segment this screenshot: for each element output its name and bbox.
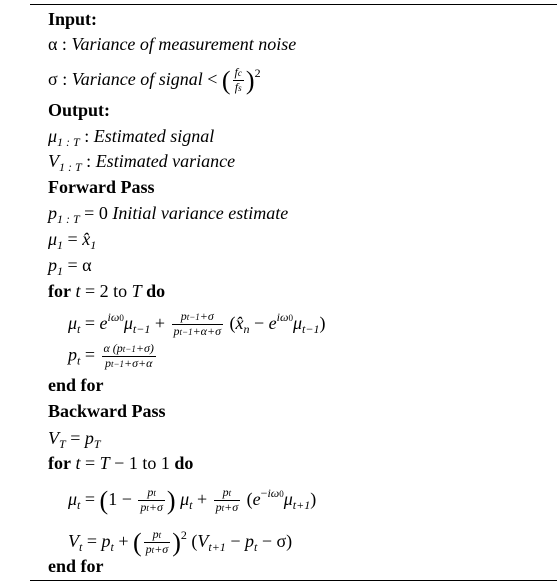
backward-pass-label: Backward Pass	[48, 401, 166, 421]
for-forward-line: for t = 2 to T do	[48, 281, 166, 301]
p-init-line: $p_{1 : T} = 0$ Initial variance estimate	[48, 203, 289, 226]
v-definition: $V_{1 : T}$ : Estimated variance	[48, 151, 236, 174]
p-t-update: $p_t$ = $\frac{\alpha (pt-1+\sigma)}{pt-1+\sigma+\alpha}$	[68, 341, 154, 370]
mu1-line: $\mu_1$ = $x̂_1$	[48, 229, 97, 252]
fc-fs-fraction: $\frac{fc}{fs}$	[234, 65, 242, 95]
p1-line: $p_1 = \alpha$	[48, 255, 92, 278]
output-label: Output:	[48, 100, 111, 120]
forward-pass-label: Forward Pass	[48, 177, 155, 197]
mu-t-update: $\mu_t = e^{i\omega 0}\mu_{t-1}$ + $\frac{pt-1+\sigma}{pt-1+\alpha+\sigma}$ $(x̂_n - e^{i\omega 0}\mu_{t-1})$	[68, 309, 326, 339]
end-for-forward: end for	[48, 375, 104, 395]
end-for-backward: end for	[48, 556, 104, 576]
sigma-definition: σ : Variance of signal < ( $\frac{fc}{fs}$ )$^2$	[48, 65, 261, 95]
mu-t-backward: $\mu_t = (1$ − $\frac{pt}{pt+\sigma}$ ) $\mu_t$ + $\frac{pt}{pt+\sigma}$ $(e^{-i\omega 0}\mu_{t+1})$	[68, 485, 317, 515]
for-backward-line: for t = T − 1 to 1 do	[48, 453, 194, 473]
alpha-definition: α : Variance of measurement noise	[48, 34, 297, 54]
bottom-rule	[30, 580, 557, 581]
v-T-line: $V_T = p_T$	[48, 428, 101, 451]
top-rule	[30, 4, 557, 5]
v-t-backward: $V_t = p_t$ + ( $\frac{pt}{pt+\sigma}$ )$^2$ $(V_{t+1} - p_t - \sigma)$	[68, 527, 293, 557]
mu-definition: $\mu_{1 : T}$ : Estimated signal	[48, 126, 215, 149]
input-label: Input:	[48, 9, 98, 29]
